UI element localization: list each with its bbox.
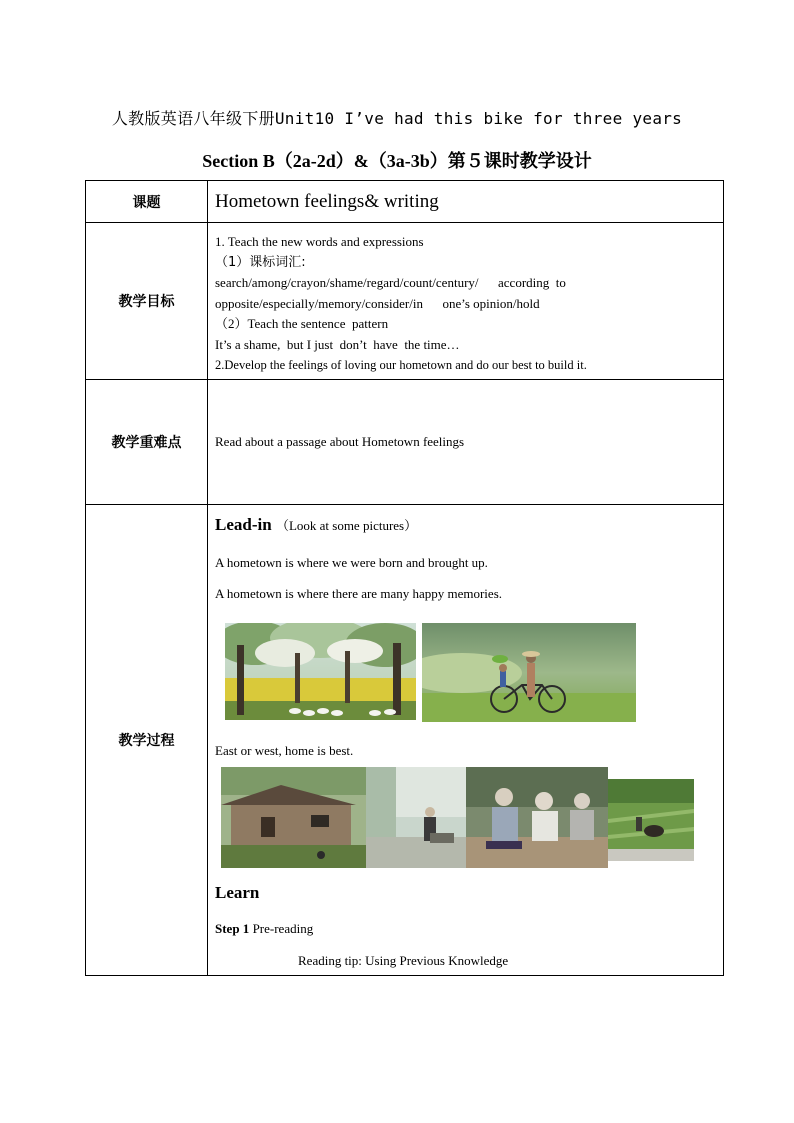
topic-text: Hometown feelings& writing [215,191,439,212]
sentence-hometown-born: A hometown is where we were born and brought up. [215,555,488,570]
goal-line: 1. Teach the new words and expressions [215,234,424,249]
elderly-sitting-photo [366,767,470,868]
key-points-label: 教学重难点 [86,380,208,505]
village-house-photo [221,767,369,868]
lead-in-title: Lead-in [215,515,272,534]
topic-label: 课题 [86,181,208,223]
sentence-east-west: East or west, home is best. [215,743,354,758]
learn-heading: Learn [215,883,260,902]
goal-line: 2.Develop the feelings of loving our hometown and do our best to build it. [215,358,587,372]
rice-field-farming-photo [608,779,694,861]
elderly-women-photo [466,767,608,868]
blossom-trees-photo [225,623,416,720]
document-subtitle: Section B（2a-2d）&（3a-3b）第５课时教学设计 [202,151,592,171]
document-title: 人教版英语八年级下册Unit10 I’ve had this bike for three years [111,109,683,128]
lead-in-note: （Look at some pictures） [275,518,418,533]
goals-cell [208,223,724,380]
step1-text: Pre-reading [249,921,314,936]
step1-line [215,921,313,937]
process-cell [208,505,724,976]
goal-line: opposite/especially/memory/consider/in one’s opinion/hold [215,295,540,311]
process-content [215,505,716,975]
table-row-goals [86,223,724,380]
step1-label: Step 1 [215,921,250,936]
goal-line: （1）课标词汇: [215,254,306,270]
goal-line: It’s a shame, but I just don’t have the time… [215,336,460,352]
goal-line: （2）Teach the sentence pattern [215,316,389,331]
reading-tip: Reading tip: Using Previous Knowledge [298,953,509,968]
goals-label: 教学目标 [86,223,208,380]
table-row-key-points [86,380,724,505]
process-label: 教学过程 [86,505,208,976]
key-points-text: Read about a passage about Hometown feelings [215,434,465,449]
lesson-plan-table [85,180,724,976]
sentence-hometown-memories: A hometown is where there are many happy memories. [215,586,502,601]
bicycle-field-photo [422,623,636,722]
table-row-topic [86,181,724,223]
table-row-process [86,505,724,976]
key-points-cell [208,380,724,505]
lead-in-heading [215,515,417,535]
goal-line: search/among/crayon/shame/regard/count/century/ according to [215,275,566,290]
goals-list [215,223,716,376]
topic-cell [208,181,724,223]
